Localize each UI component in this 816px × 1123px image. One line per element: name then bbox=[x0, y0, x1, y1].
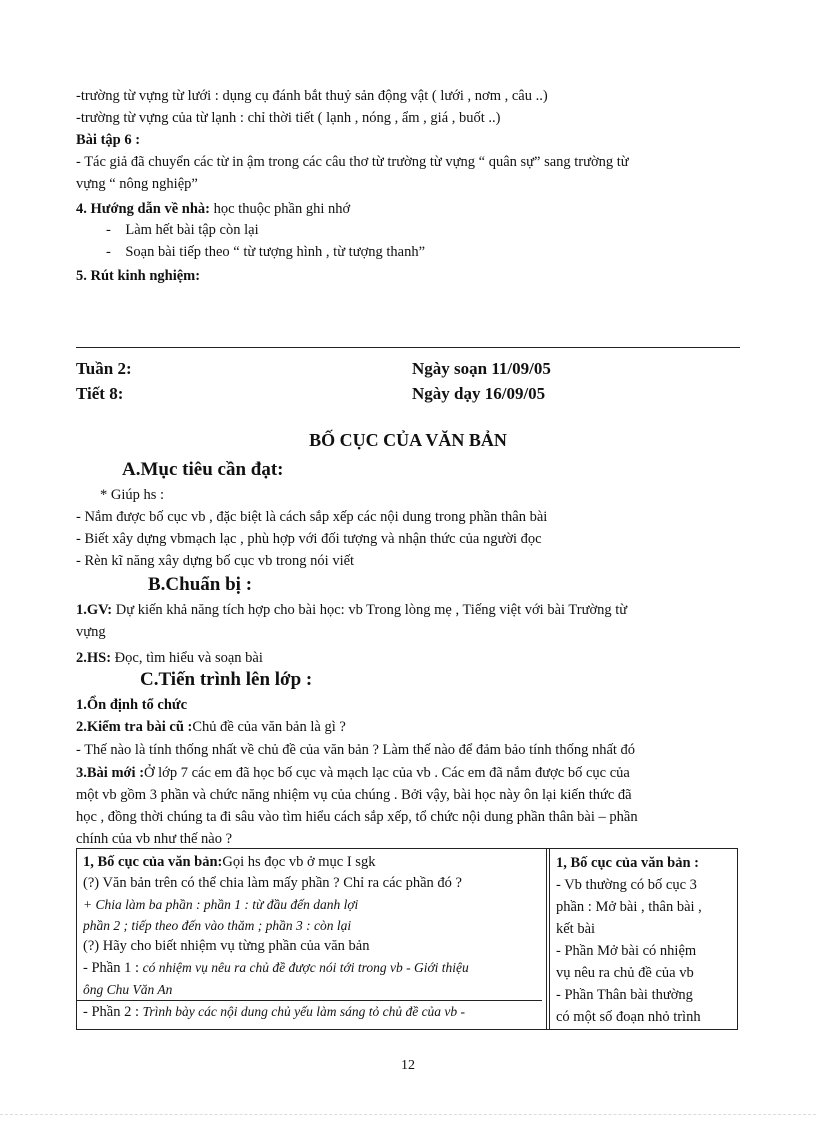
text-line bbox=[76, 717, 346, 737]
part-text: có nhiệm vụ nêu ra chủ đề được nói tới trong vb - Giới thiệu bbox=[142, 960, 469, 975]
text-line: - Tác giả đã chuyển các từ in ậm trong các câu thơ từ trường từ vựng “ quân sự” sang trường từ bbox=[76, 154, 629, 170]
text-line: - Thế nào là tính thống nhất về chủ đề của văn bản ? Làm thế nào để đảm bảo tính thống nhất đó bbox=[76, 742, 636, 758]
dash-item: - Làm hết bài tập còn lại bbox=[106, 222, 259, 238]
table-line: - Phần Thân bài thường bbox=[556, 987, 693, 1003]
part-label: - Phần 1 : bbox=[83, 960, 143, 976]
teaching-date: Ngày dạy 16/09/05 bbox=[412, 384, 546, 403]
part-text: Trình bày các nội dung chủ yếu làm sáng tỏ chủ đề của vb - bbox=[142, 1004, 466, 1019]
table-line: kết bài bbox=[556, 921, 596, 937]
table-line: 1, Bố cục của văn bản : bbox=[556, 855, 700, 871]
lesson-table bbox=[76, 848, 738, 1030]
exercise-heading: Bài tập 6 : bbox=[76, 132, 141, 148]
table-line: + Chia làm ba phần : phần 1 : từ đầu đến danh lợi bbox=[83, 897, 359, 912]
dash-item: - Soạn bài tiếp theo “ từ tượng hình , từ tượng thanh” bbox=[106, 244, 426, 260]
homework-line bbox=[76, 199, 350, 219]
dash-item-text: Làm hết bài tập còn lại bbox=[125, 222, 259, 238]
table-line: - Phần Mở bài có nhiệm bbox=[556, 943, 697, 959]
text-line bbox=[76, 648, 263, 668]
text-line: * Giúp hs : bbox=[100, 487, 165, 503]
new-lesson-text: Ở lớp 7 các em đã học bố cục và mạch lạc của vb . Các em đã nắm được bố cục của bbox=[144, 765, 630, 781]
text-line: 1.Ổn định tổ chức bbox=[76, 697, 188, 713]
section-b-heading: B.Chuẩn bị : bbox=[148, 574, 253, 595]
text-line: - Biết xây dựng vbmạch lạc , phù hợp với đối tượng và nhận thức của người đọc bbox=[76, 531, 542, 547]
gv-text: Dự kiến khả năng tích hợp cho bài học: vb Trong lòng mẹ , Tiếng việt với bài Trường từ bbox=[112, 602, 628, 618]
gv-label: 1.GV: bbox=[76, 602, 113, 618]
section-a-heading: A.Mục tiêu cần đạt: bbox=[122, 459, 284, 480]
part-label: - Phần 2 : bbox=[83, 1004, 143, 1020]
homework-text: học thuộc phần ghi nhớ bbox=[209, 201, 351, 217]
table-line: phần : Mở bài , thân bài , bbox=[556, 899, 702, 915]
hs-text: Đọc, tìm hiểu và soạn bài bbox=[111, 650, 263, 666]
review-label: 2.Kiểm tra bài cũ : bbox=[76, 719, 193, 735]
text-line bbox=[76, 600, 627, 620]
hs-label: 2.HS: bbox=[76, 650, 112, 666]
text-line: chính của vb như thế nào ? bbox=[76, 831, 233, 847]
new-lesson-label: 3.Bài mới : bbox=[76, 765, 145, 781]
table-line: vụ nêu ra chủ đề của vb bbox=[556, 965, 694, 981]
page-bottom-border bbox=[0, 1114, 816, 1115]
table-heading-label: 1, Bố cục của văn bản: bbox=[83, 854, 223, 870]
text-line: -trường từ vựng từ lưới : dụng cụ đánh bắt thuỷ sản động vật ( lưới , nơm , câu ..) bbox=[76, 88, 548, 104]
text-line: vựng bbox=[76, 624, 106, 640]
table-line: (?) Văn bản trên có thể chia làm mấy phần ? Chỉ ra các phần đó ? bbox=[83, 875, 462, 891]
page-number: 12 bbox=[401, 1058, 415, 1073]
text-line bbox=[76, 763, 630, 783]
homework-label: 4. Hướng dẫn về nhà: bbox=[76, 201, 210, 217]
separator-line bbox=[76, 347, 740, 348]
table-left-column bbox=[77, 849, 547, 1029]
dash-item-text: Soạn bài tiếp theo “ từ tượng hình , từ tượng thanh” bbox=[125, 244, 426, 260]
table-line: ông Chu Văn An bbox=[83, 982, 173, 997]
review-text: Chủ đề của văn bản là gì ? bbox=[192, 719, 346, 735]
table-line: (?) Hãy cho biết nhiệm vụ từng phần của văn bản bbox=[83, 938, 370, 954]
experience-heading: 5. Rút kinh nghiệm: bbox=[76, 268, 201, 284]
text-line: học , đồng thời chúng ta đi sâu vào tìm hiểu cách sắp xếp, tổ chức nội dung phần thân bài – phần bbox=[76, 809, 638, 825]
table-line bbox=[83, 957, 542, 979]
table-line: có một số đoạn nhỏ trình bbox=[556, 1009, 701, 1025]
text-line: vựng “ nông nghiệp” bbox=[76, 176, 198, 192]
text-line: - Rèn kĩ năng xây dựng bố cục vb trong nói viết bbox=[76, 553, 355, 569]
page-title: BỐ CỤC CỦA VĂN BẢN bbox=[309, 430, 507, 450]
week-label: Tuần 2: bbox=[76, 359, 132, 378]
table-line bbox=[77, 1000, 542, 1023]
text-line: -trường từ vựng của từ lạnh : chỉ thời tiết ( lạnh , nóng , ẩm , giá , buốt ..) bbox=[76, 110, 501, 126]
table-right-column bbox=[549, 849, 737, 1029]
prepared-date: Ngày soạn 11/09/05 bbox=[412, 359, 551, 378]
text-line: - Nắm được bố cục vb , đặc biệt là cách sắp xếp các nội dung trong phần thân bài bbox=[76, 509, 548, 525]
section-c-heading: C.Tiến trình lên lớp : bbox=[140, 669, 313, 690]
table-line: phần 2 ; tiếp theo đến vào thăm ; phần 3 : còn lại bbox=[83, 918, 352, 933]
table-heading-text: Gọi hs đọc vb ở mục I sgk bbox=[222, 854, 376, 870]
period-label: Tiết 8: bbox=[76, 384, 124, 403]
text-line: một vb gồm 3 phần và chức năng nhiệm vụ của chúng . Bởi vậy, bài học này ôn lại kiến thức đã bbox=[76, 787, 632, 803]
table-line: - Vb thường có bố cục 3 bbox=[556, 877, 697, 893]
table-line bbox=[83, 852, 542, 873]
